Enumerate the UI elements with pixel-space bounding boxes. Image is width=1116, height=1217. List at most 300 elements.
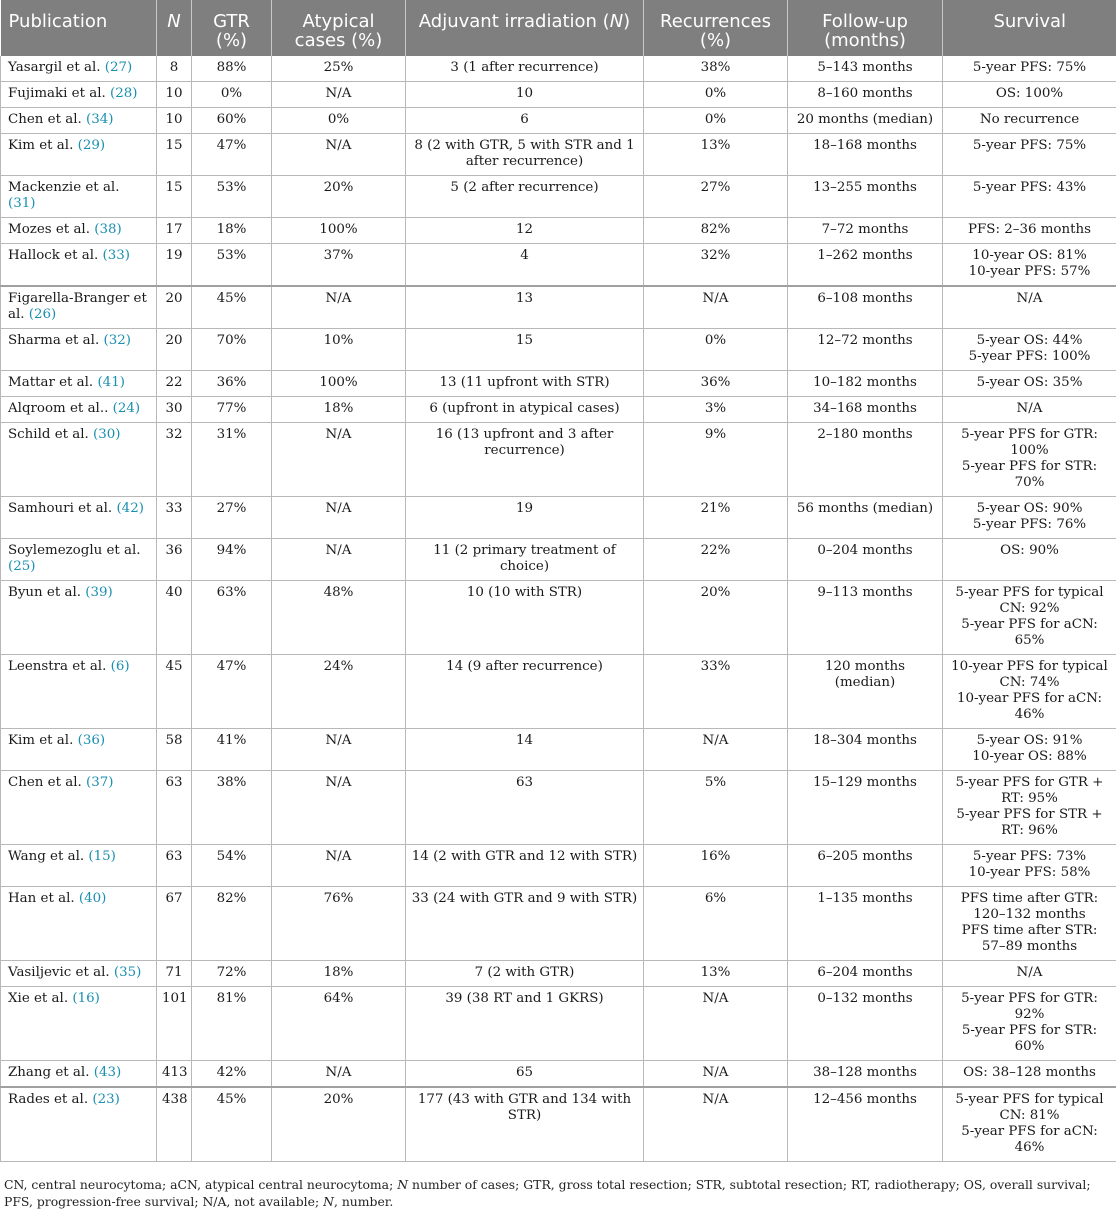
cell-publication — [1, 987, 157, 1061]
cell-irradiation: 12 — [406, 218, 644, 244]
publication-name: Kim et al. — [8, 733, 78, 748]
cell-publication — [1, 771, 157, 845]
table-row — [1, 397, 1116, 423]
cell-followup: 12–456 months — [788, 1087, 943, 1162]
cell-survival — [943, 845, 1116, 887]
publication-name: Fujimaki et al. — [8, 86, 111, 101]
cell-publication — [1, 371, 157, 397]
cell-gtr: 45% — [192, 1087, 272, 1162]
cell-irradiation: 19 — [406, 497, 644, 539]
reference-link[interactable]: (30) — [93, 427, 121, 442]
cell-atypical: 48% — [272, 581, 406, 655]
cell-recurrences: 38% — [644, 56, 788, 82]
cell-irradiation: 6 — [406, 108, 644, 134]
cell-gtr: 27% — [192, 497, 272, 539]
cell-irradiation: 177 (43 with GTR and 134 with STR) — [406, 1087, 644, 1162]
cell-gtr: 82% — [192, 887, 272, 961]
cell-recurrences: 0% — [644, 329, 788, 371]
survival-line: 10-year OS: 81% — [972, 248, 1087, 263]
cell-recurrences: 32% — [644, 244, 788, 287]
table-row — [1, 329, 1116, 371]
cell-publication — [1, 581, 157, 655]
publication-name: Figarella-Branger et al. — [8, 291, 147, 322]
cell-survival — [943, 176, 1116, 218]
cell-atypical: 18% — [272, 397, 406, 423]
cell-atypical: 24% — [272, 655, 406, 729]
header-gtr: GTR (%) — [192, 0, 272, 56]
reference-link[interactable]: (35) — [113, 965, 142, 980]
cell-n: 36 — [157, 539, 192, 581]
cell-followup: 56 months (median) — [788, 497, 943, 539]
cell-survival — [943, 108, 1116, 134]
cell-n: 67 — [157, 887, 192, 961]
survival-line: 5-year PFS for STR: 60% — [961, 1023, 1098, 1054]
cell-gtr: 60% — [192, 108, 272, 134]
reference-link[interactable]: (39) — [85, 585, 113, 600]
cell-irradiation: 7 (2 with GTR) — [406, 961, 644, 987]
cell-n: 40 — [157, 581, 192, 655]
cell-followup: 0–132 months — [788, 987, 943, 1061]
survival-line: 5-year PFS for STR: 70% — [961, 459, 1098, 490]
cell-survival — [943, 655, 1116, 729]
cell-gtr: 18% — [192, 218, 272, 244]
table-row — [1, 371, 1116, 397]
survival-line: 5-year OS: 35% — [976, 375, 1083, 390]
reference-link[interactable]: (32) — [103, 333, 131, 348]
cell-irradiation: 14 (9 after recurrence) — [406, 655, 644, 729]
cell-irradiation: 15 — [406, 329, 644, 371]
cell-recurrences: 0% — [644, 82, 788, 108]
reference-link[interactable]: (15) — [88, 849, 116, 864]
cell-atypical: N/A — [272, 497, 406, 539]
survival-line: N/A — [1016, 401, 1043, 416]
survival-line: 5-year OS: 44% — [976, 333, 1083, 348]
cell-atypical: N/A — [272, 539, 406, 581]
reference-link[interactable]: (41) — [97, 375, 125, 390]
cell-survival — [943, 82, 1116, 108]
cell-recurrences: N/A — [644, 1061, 788, 1088]
reference-link[interactable]: (28) — [110, 86, 138, 101]
cell-publication — [1, 108, 157, 134]
cell-gtr: 41% — [192, 729, 272, 771]
table-row — [1, 771, 1116, 845]
cell-irradiation: 10 — [406, 82, 644, 108]
cell-followup: 34–168 months — [788, 397, 943, 423]
cell-gtr: 88% — [192, 56, 272, 82]
cell-survival — [943, 581, 1116, 655]
cell-gtr: 36% — [192, 371, 272, 397]
cell-atypical: N/A — [272, 729, 406, 771]
cell-recurrences: N/A — [644, 1087, 788, 1162]
cell-n: 63 — [157, 845, 192, 887]
survival-line: 10-year PFS: 58% — [968, 865, 1091, 880]
cell-n: 45 — [157, 655, 192, 729]
cell-n: 58 — [157, 729, 192, 771]
cell-followup: 5–143 months — [788, 56, 943, 82]
cell-irradiation: 13 — [406, 286, 644, 329]
cell-irradiation: 13 (11 upfront with STR) — [406, 371, 644, 397]
cell-atypical: 10% — [272, 329, 406, 371]
cell-gtr: 53% — [192, 244, 272, 287]
cell-gtr: 63% — [192, 581, 272, 655]
cell-irradiation: 4 — [406, 244, 644, 287]
cell-atypical: N/A — [272, 1061, 406, 1088]
cell-n: 20 — [157, 329, 192, 371]
cell-atypical: 64% — [272, 987, 406, 1061]
survival-line: 5-year PFS for STR + RT: 96% — [956, 807, 1103, 838]
survival-line: N/A — [1016, 291, 1043, 306]
cell-publication — [1, 176, 157, 218]
survival-line: 5-year PFS for aCN: 46% — [961, 1124, 1098, 1155]
survival-line: 5-year PFS: 76% — [972, 517, 1087, 532]
cell-atypical: N/A — [272, 82, 406, 108]
footnote-n2: N — [323, 1194, 334, 1209]
publication-name: Vasiljevic et al. — [8, 965, 114, 980]
cell-survival — [943, 244, 1116, 287]
cell-recurrences: 36% — [644, 371, 788, 397]
cell-survival — [943, 397, 1116, 423]
cell-irradiation: 6 (upfront in atypical cases) — [406, 397, 644, 423]
cell-publication — [1, 134, 157, 176]
table-body — [1, 56, 1116, 1162]
cell-followup: 6–205 months — [788, 845, 943, 887]
survival-line: 5-year PFS: 43% — [972, 180, 1087, 195]
survival-line: 5-year PFS: 73% — [972, 849, 1087, 864]
cell-atypical: 20% — [272, 176, 406, 218]
table-row — [1, 176, 1116, 218]
cell-recurrences: 16% — [644, 845, 788, 887]
publication-name: Byun et al. — [8, 585, 86, 600]
cell-survival — [943, 539, 1116, 581]
cell-atypical: 76% — [272, 887, 406, 961]
survival-line: OS: 100% — [995, 86, 1064, 101]
reference-link[interactable]: (16) — [72, 991, 100, 1006]
cell-recurrences: 22% — [644, 539, 788, 581]
cell-survival — [943, 423, 1116, 497]
reference-link[interactable]: (37) — [86, 775, 114, 790]
table-row — [1, 218, 1116, 244]
cell-followup: 38–128 months — [788, 1061, 943, 1088]
header-irradiation-prefix: Adjuvant irradiation ( — [418, 11, 610, 32]
reference-link[interactable]: (33) — [102, 248, 130, 263]
survival-line: 5-year PFS for GTR + RT: 95% — [955, 775, 1104, 806]
table-row — [1, 845, 1116, 887]
publication-name: Leenstra et al. — [8, 659, 111, 674]
survival-line: 5-year OS: 90% — [976, 501, 1083, 516]
cell-n: 101 — [157, 987, 192, 1061]
cell-gtr: 38% — [192, 771, 272, 845]
cell-survival — [943, 329, 1116, 371]
footnote-part3: , number. — [333, 1194, 394, 1209]
publication-name: Hallock et al. — [8, 248, 103, 263]
cell-n: 30 — [157, 397, 192, 423]
cell-publication — [1, 729, 157, 771]
cell-publication — [1, 329, 157, 371]
cell-survival — [943, 771, 1116, 845]
cell-publication — [1, 218, 157, 244]
cell-atypical: 20% — [272, 1087, 406, 1162]
table-row — [1, 581, 1116, 655]
survival-line: 10-year PFS for typical CN: 74% — [951, 659, 1108, 690]
publication-name: Alqroom et al.. — [8, 401, 113, 416]
table-row — [1, 423, 1116, 497]
cell-gtr: 47% — [192, 655, 272, 729]
publication-name: Soylemezoglu et al. — [8, 543, 141, 558]
cell-recurrences: 3% — [644, 397, 788, 423]
cell-irradiation: 39 (38 RT and 1 GKRS) — [406, 987, 644, 1061]
cell-publication — [1, 397, 157, 423]
cell-publication — [1, 244, 157, 287]
cell-recurrences: 13% — [644, 961, 788, 987]
cell-survival — [943, 729, 1116, 771]
cell-irradiation: 63 — [406, 771, 644, 845]
reference-link[interactable]: (36) — [77, 733, 106, 748]
table-row — [1, 497, 1116, 539]
cell-atypical: N/A — [272, 771, 406, 845]
publication-name: Mozes et al. — [8, 222, 95, 237]
table-row — [1, 244, 1116, 287]
header-irradiation-suffix: ) — [623, 11, 631, 32]
reference-link[interactable]: (31) — [8, 196, 36, 211]
survival-line: OS: 38–128 months — [963, 1065, 1096, 1080]
publication-name: Zhang et al. — [8, 1065, 94, 1080]
cell-irradiation: 3 (1 after recurrence) — [406, 56, 644, 82]
cell-recurrences: 21% — [644, 497, 788, 539]
cell-recurrences: 9% — [644, 423, 788, 497]
cell-publication — [1, 286, 157, 329]
cell-n: 15 — [157, 134, 192, 176]
table-row — [1, 134, 1116, 176]
publication-name: Mattar et al. — [8, 375, 98, 390]
reference-link[interactable]: (27) — [104, 60, 133, 75]
cell-publication — [1, 655, 157, 729]
cell-publication — [1, 887, 157, 961]
cell-followup: 7–72 months — [788, 218, 943, 244]
publication-name: Yasargil et al. — [8, 60, 105, 75]
cell-atypical: 18% — [272, 961, 406, 987]
cell-irradiation: 33 (24 with GTR and 9 with STR) — [406, 887, 644, 961]
reference-link[interactable]: (29) — [77, 138, 106, 153]
cell-followup: 6–204 months — [788, 961, 943, 987]
cell-n: 22 — [157, 371, 192, 397]
publication-name: Rades et al. — [8, 1092, 93, 1107]
cell-survival — [943, 1087, 1116, 1162]
header-publication: Publication — [1, 0, 157, 56]
reference-link[interactable]: (23) — [92, 1092, 120, 1107]
cell-n: 33 — [157, 497, 192, 539]
cell-n: 71 — [157, 961, 192, 987]
cell-survival — [943, 218, 1116, 244]
cell-gtr: 53% — [192, 176, 272, 218]
cell-n: 10 — [157, 108, 192, 134]
cell-n: 19 — [157, 244, 192, 287]
publication-name: Kim et al. — [8, 138, 78, 153]
survival-line: 5-year PFS for aCN: 65% — [961, 617, 1098, 648]
table-row — [1, 108, 1116, 134]
cell-recurrences: 0% — [644, 108, 788, 134]
cell-gtr: 70% — [192, 329, 272, 371]
cell-recurrences: N/A — [644, 987, 788, 1061]
header-n: N — [157, 0, 192, 56]
cell-followup: 120 months (median) — [788, 655, 943, 729]
survival-line: No recurrence — [979, 112, 1080, 127]
cell-atypical: 37% — [272, 244, 406, 287]
cell-atypical: 100% — [272, 218, 406, 244]
header-irradiation — [406, 0, 644, 56]
publication-name: Wang et al. — [8, 849, 89, 864]
cell-followup: 18–304 months — [788, 729, 943, 771]
cell-irradiation: 11 (2 primary treatment of choice) — [406, 539, 644, 581]
table-row — [1, 729, 1116, 771]
cell-publication — [1, 845, 157, 887]
cell-atypical: N/A — [272, 134, 406, 176]
reference-link[interactable]: (34) — [86, 112, 114, 127]
cell-irradiation: 14 — [406, 729, 644, 771]
survival-line: 5-year PFS for typical CN: 92% — [955, 585, 1104, 616]
table-row — [1, 987, 1116, 1061]
cell-recurrences: 27% — [644, 176, 788, 218]
cell-survival — [943, 56, 1116, 82]
cell-followup: 9–113 months — [788, 581, 943, 655]
cell-survival — [943, 134, 1116, 176]
cell-followup: 13–255 months — [788, 176, 943, 218]
cell-recurrences: 82% — [644, 218, 788, 244]
cell-publication — [1, 56, 157, 82]
cell-atypical: 0% — [272, 108, 406, 134]
table-row — [1, 82, 1116, 108]
cell-gtr: 45% — [192, 286, 272, 329]
reference-link[interactable]: (38) — [94, 222, 122, 237]
cell-followup: 2–180 months — [788, 423, 943, 497]
cell-irradiation: 65 — [406, 1061, 644, 1088]
table-row — [1, 887, 1116, 961]
cell-gtr: 0% — [192, 82, 272, 108]
publication-name: Sharma et al. — [8, 333, 104, 348]
reference-link[interactable]: (42) — [116, 501, 144, 516]
survival-line: 5-year PFS: 100% — [968, 349, 1091, 364]
reference-link[interactable]: (6) — [110, 659, 130, 674]
survival-line: 5-year PFS for typical CN: 81% — [955, 1092, 1104, 1123]
cell-publication — [1, 1087, 157, 1162]
survival-line: 10-year OS: 88% — [972, 749, 1087, 764]
cell-n: 63 — [157, 771, 192, 845]
reference-link[interactable]: (24) — [112, 401, 141, 416]
cell-followup: 10–182 months — [788, 371, 943, 397]
cell-atypical: N/A — [272, 286, 406, 329]
cell-irradiation: 16 (13 upfront and 3 after recurrence) — [406, 423, 644, 497]
cell-recurrences: 33% — [644, 655, 788, 729]
table-row — [1, 1087, 1116, 1162]
cell-recurrences: 6% — [644, 887, 788, 961]
cell-gtr: 72% — [192, 961, 272, 987]
survival-line: 5-year OS: 91% — [976, 733, 1083, 748]
cell-irradiation: 14 (2 with GTR and 12 with STR) — [406, 845, 644, 887]
cell-n: 10 — [157, 82, 192, 108]
survival-line: 5-year PFS for GTR: 92% — [961, 991, 1098, 1022]
table-row — [1, 961, 1116, 987]
survival-line: 5-year PFS for GTR: 100% — [961, 427, 1098, 458]
footnote-part2: number of cases; GTR, gross total resection; STR, subtotal resection; RT, radiotherapy; OS, overall survival; PFS, progression-free survival; N/A, not available; — [4, 1177, 1091, 1209]
cell-irradiation: 8 (2 with GTR, 5 with STR and 1 after recurrence) — [406, 134, 644, 176]
publication-name: Schild et al. — [8, 427, 94, 442]
cell-gtr: 81% — [192, 987, 272, 1061]
survival-line: OS: 90% — [1000, 543, 1059, 558]
cell-n: 8 — [157, 56, 192, 82]
cell-gtr: 94% — [192, 539, 272, 581]
survival-line: N/A — [1016, 965, 1043, 980]
survival-line: 5-year PFS: 75% — [972, 60, 1087, 75]
table-row — [1, 1061, 1116, 1088]
survival-line: 10-year PFS for aCN: 46% — [956, 691, 1103, 722]
publication-name: Han et al. — [8, 891, 79, 906]
cell-followup: 1–135 months — [788, 887, 943, 961]
cell-survival — [943, 961, 1116, 987]
footnote-part1: CN, central neurocytoma; aCN, atypical central neurocytoma; — [4, 1177, 398, 1192]
cell-n: 438 — [157, 1087, 192, 1162]
cell-atypical: N/A — [272, 845, 406, 887]
cell-irradiation: 5 (2 after recurrence) — [406, 176, 644, 218]
header-recurrences: Recurrences (%) — [644, 0, 788, 56]
survival-line: PFS time after STR: 57–89 months — [961, 923, 1098, 954]
cell-recurrences: 5% — [644, 771, 788, 845]
cell-followup: 1–262 months — [788, 244, 943, 287]
survival-line: 10-year PFS: 57% — [968, 264, 1091, 279]
reference-link[interactable]: (26) — [28, 307, 57, 322]
cell-publication — [1, 539, 157, 581]
cell-survival — [943, 987, 1116, 1061]
survival-line: PFS time after GTR: 120–132 months — [960, 891, 1099, 922]
table-row — [1, 655, 1116, 729]
cell-n: 20 — [157, 286, 192, 329]
publication-name: Chen et al. — [8, 775, 87, 790]
cell-n: 17 — [157, 218, 192, 244]
cell-recurrences: N/A — [644, 729, 788, 771]
table-row — [1, 286, 1116, 329]
cell-publication — [1, 1061, 157, 1088]
cell-publication — [1, 961, 157, 987]
table-row — [1, 539, 1116, 581]
cell-atypical: 25% — [272, 56, 406, 82]
survival-line: PFS: 2–36 months — [967, 222, 1091, 237]
cell-recurrences: 13% — [644, 134, 788, 176]
cell-survival — [943, 1061, 1116, 1088]
cell-followup: 6–108 months — [788, 286, 943, 329]
cell-publication — [1, 82, 157, 108]
cell-survival — [943, 371, 1116, 397]
cell-gtr: 31% — [192, 423, 272, 497]
cell-gtr: 54% — [192, 845, 272, 887]
cell-irradiation: 10 (10 with STR) — [406, 581, 644, 655]
cell-publication — [1, 423, 157, 497]
cell-survival — [943, 887, 1116, 961]
cell-recurrences: 20% — [644, 581, 788, 655]
cell-gtr: 47% — [192, 134, 272, 176]
header-followup: Follow-up (months) — [788, 0, 943, 56]
header-row — [1, 0, 1116, 56]
cell-n: 413 — [157, 1061, 192, 1088]
header-survival: Survival — [943, 0, 1116, 56]
reference-link[interactable]: (25) — [8, 559, 36, 574]
survival-line: 5-year PFS: 75% — [972, 138, 1087, 153]
publication-name: Chen et al. — [8, 112, 87, 127]
reference-link[interactable]: (43) — [93, 1065, 122, 1080]
reference-link[interactable]: (40) — [78, 891, 107, 906]
cell-n: 32 — [157, 423, 192, 497]
cell-followup: 12–72 months — [788, 329, 943, 371]
cell-n: 15 — [157, 176, 192, 218]
footnote-n1: N — [397, 1177, 409, 1192]
header-irradiation-n: N — [609, 11, 624, 32]
